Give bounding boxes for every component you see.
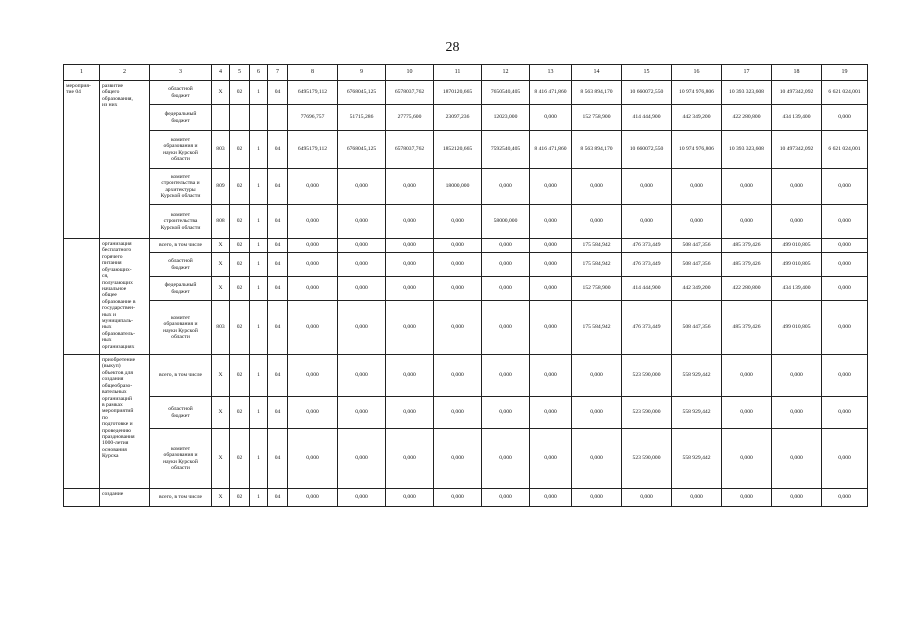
value-cell: 442 349,200 xyxy=(672,105,722,131)
header-row xyxy=(64,65,868,81)
code-cell: 02 xyxy=(230,253,250,277)
value-cell: 0,000 xyxy=(288,205,338,239)
source-cell: федеральный бюджет xyxy=(150,105,212,131)
value-cell: 0,000 xyxy=(482,489,530,507)
value-cell: 476 373,449 xyxy=(622,253,672,277)
value-cell: 0,000 xyxy=(530,489,572,507)
source-cell: комитет строительства Курской области xyxy=(150,205,212,239)
code-cell: 1 xyxy=(250,429,268,489)
value-cell: 0,000 xyxy=(772,355,822,397)
value-cell: 0,000 xyxy=(572,205,622,239)
code-cell: 04 xyxy=(268,489,288,507)
header-cell: 15 xyxy=(622,65,672,81)
value-cell: 523 590,000 xyxy=(622,355,672,397)
code-cell: 1 xyxy=(250,205,268,239)
value-cell: 0,000 xyxy=(572,355,622,397)
value-cell: 6 621 024,001 xyxy=(822,131,868,169)
value-cell: 6495179,112 xyxy=(288,131,338,169)
value-cell: 0,000 xyxy=(482,429,530,489)
code-cell: 04 xyxy=(268,355,288,397)
value-cell: 6495179,112 xyxy=(288,81,338,105)
code-cell: 02 xyxy=(230,205,250,239)
code-cell: 1 xyxy=(250,253,268,277)
code-cell: 808 xyxy=(212,205,230,239)
value-cell: 0,000 xyxy=(772,429,822,489)
code-cell: 02 xyxy=(230,169,250,205)
header-cell: 17 xyxy=(722,65,772,81)
header-cell: 13 xyxy=(530,65,572,81)
value-cell: 0,000 xyxy=(386,429,434,489)
value-cell: 0,000 xyxy=(288,277,338,301)
value-cell: 0,000 xyxy=(386,239,434,253)
value-cell: 0,000 xyxy=(822,105,868,131)
value-cell: 558 929,442 xyxy=(672,397,722,429)
value-cell: 422 280,800 xyxy=(722,277,772,301)
value-cell: 0,000 xyxy=(530,429,572,489)
source-cell: комитет образования и науки Курской области xyxy=(150,301,212,355)
value-cell: 0,000 xyxy=(288,355,338,397)
code-cell: 02 xyxy=(230,239,250,253)
table-row xyxy=(64,105,868,131)
header-cell: 9 xyxy=(338,65,386,81)
table-row xyxy=(64,355,868,397)
table-row xyxy=(64,253,868,277)
value-cell: 7650540,405 xyxy=(482,81,530,105)
value-cell: 175 584,942 xyxy=(572,253,622,277)
value-cell: 0,000 xyxy=(530,105,572,131)
source-cell: областной бюджет xyxy=(150,397,212,429)
value-cell: 0,000 xyxy=(434,239,482,253)
value-cell: 8 416 471,860 xyxy=(530,131,572,169)
code-cell xyxy=(212,105,230,131)
source-cell: комитет строительства и архитектуры Курской области xyxy=(150,169,212,205)
code-cell: 02 xyxy=(230,429,250,489)
measure-cell xyxy=(64,355,100,489)
value-cell: 0,000 xyxy=(288,253,338,277)
code-cell: 04 xyxy=(268,205,288,239)
value-cell: 1870120,665 xyxy=(434,81,482,105)
value-cell: 0,000 xyxy=(434,277,482,301)
code-cell: 02 xyxy=(230,397,250,429)
value-cell: 0,000 xyxy=(386,489,434,507)
value-cell: 12023,000 xyxy=(482,105,530,131)
value-cell: 476 373,449 xyxy=(622,239,672,253)
value-cell: 0,000 xyxy=(434,253,482,277)
header-cell: 5 xyxy=(230,65,250,81)
header-cell: 6 xyxy=(250,65,268,81)
program-cell: приобретение (выкуп) объектов для создания общеобразо- вательных организаций в рамках мероприятий по подготовке и проведению празднования 1000-летия основания Курска xyxy=(100,355,150,489)
value-cell: 0,000 xyxy=(572,429,622,489)
source-cell: комитет образования и науки Курской области xyxy=(150,429,212,489)
value-cell: 0,000 xyxy=(672,489,722,507)
value-cell: 499 010,805 xyxy=(772,239,822,253)
value-cell: 422 280,800 xyxy=(722,105,772,131)
value-cell: 0,000 xyxy=(338,489,386,507)
code-cell: 04 xyxy=(268,81,288,105)
value-cell: 0,000 xyxy=(530,397,572,429)
source-cell: федеральный бюджет xyxy=(150,277,212,301)
value-cell: 523 590,000 xyxy=(622,429,672,489)
value-cell: 0,000 xyxy=(288,489,338,507)
value-cell: 0,000 xyxy=(822,169,868,205)
value-cell: 8 563 894,170 xyxy=(572,131,622,169)
value-cell: 0,000 xyxy=(622,489,672,507)
value-cell: 0,000 xyxy=(772,169,822,205)
source-cell: комитет образования и науки Курской области xyxy=(150,131,212,169)
value-cell: 558 929,442 xyxy=(672,429,722,489)
value-cell: 0,000 xyxy=(338,169,386,205)
code-cell: 803 xyxy=(212,131,230,169)
table-row xyxy=(64,397,868,429)
value-cell: 1852120,665 xyxy=(434,131,482,169)
value-cell: 10 497342,092 xyxy=(772,131,822,169)
code-cell: 1 xyxy=(250,169,268,205)
code-cell: 809 xyxy=(212,169,230,205)
code-cell xyxy=(268,105,288,131)
value-cell: 10 393 323,608 xyxy=(722,131,772,169)
value-cell: 434 139,400 xyxy=(772,105,822,131)
value-cell: 6 621 024,001 xyxy=(822,81,868,105)
code-cell: 1 xyxy=(250,239,268,253)
code-cell: 04 xyxy=(268,301,288,355)
value-cell: 0,000 xyxy=(386,397,434,429)
value-cell: 485 379,426 xyxy=(722,301,772,355)
value-cell: 0,000 xyxy=(722,169,772,205)
value-cell: 508 447,356 xyxy=(672,253,722,277)
value-cell: 0,000 xyxy=(672,169,722,205)
code-cell: 02 xyxy=(230,301,250,355)
value-cell: 0,000 xyxy=(822,253,868,277)
value-cell: 0,000 xyxy=(288,239,338,253)
value-cell: 0,000 xyxy=(482,301,530,355)
code-cell: 04 xyxy=(268,397,288,429)
value-cell: 0,000 xyxy=(482,253,530,277)
code-cell: 02 xyxy=(230,277,250,301)
value-cell: 0,000 xyxy=(672,205,722,239)
code-cell: 04 xyxy=(268,239,288,253)
value-cell: 476 373,449 xyxy=(622,301,672,355)
value-cell: 10 393 323,608 xyxy=(722,81,772,105)
header-cell: 2 xyxy=(100,65,150,81)
header-cell: 11 xyxy=(434,65,482,81)
code-cell: 02 xyxy=(230,131,250,169)
value-cell: 10 974 976,806 xyxy=(672,131,722,169)
source-cell: областной бюджет xyxy=(150,81,212,105)
value-cell: 0,000 xyxy=(386,253,434,277)
code-cell: 803 xyxy=(212,301,230,355)
value-cell: 0,000 xyxy=(822,205,868,239)
value-cell: 10 660072,550 xyxy=(622,131,672,169)
value-cell: 0,000 xyxy=(530,169,572,205)
source-cell: всего, в том числе xyxy=(150,489,212,507)
table-row xyxy=(64,81,868,105)
value-cell: 499 010,805 xyxy=(772,301,822,355)
table-row xyxy=(64,429,868,489)
value-cell: 0,000 xyxy=(434,397,482,429)
table-row xyxy=(64,131,868,169)
header-cell: 10 xyxy=(386,65,434,81)
header-cell: 4 xyxy=(212,65,230,81)
header-cell: 12 xyxy=(482,65,530,81)
code-cell: X xyxy=(212,253,230,277)
program-cell: организация бесплатного горячего питания обучающих- ся, получающих начальное общее образование в государствен- ных и муниципаль- ных образователь- ных организациях xyxy=(100,239,150,355)
value-cell: 10 974 976,806 xyxy=(672,81,722,105)
code-cell: X xyxy=(212,489,230,507)
code-cell xyxy=(250,105,268,131)
value-cell: 7592540,405 xyxy=(482,131,530,169)
header-cell: 14 xyxy=(572,65,622,81)
value-cell: 6768045,125 xyxy=(338,81,386,105)
value-cell: 0,000 xyxy=(386,301,434,355)
value-cell: 0,000 xyxy=(482,397,530,429)
code-cell: 1 xyxy=(250,489,268,507)
value-cell: 558 929,442 xyxy=(672,355,722,397)
value-cell: 0,000 xyxy=(434,205,482,239)
code-cell: 02 xyxy=(230,489,250,507)
value-cell: 0,000 xyxy=(722,205,772,239)
code-cell xyxy=(230,105,250,131)
value-cell: 23097,236 xyxy=(434,105,482,131)
value-cell: 0,000 xyxy=(822,397,868,429)
value-cell: 414 444,900 xyxy=(622,105,672,131)
value-cell: 0,000 xyxy=(482,239,530,253)
code-cell: 02 xyxy=(230,355,250,397)
table-row xyxy=(64,277,868,301)
value-cell: 0,000 xyxy=(572,489,622,507)
header-cell: 18 xyxy=(772,65,822,81)
measure-cell xyxy=(64,489,100,507)
value-cell: 10 660072,550 xyxy=(622,81,672,105)
value-cell: 0,000 xyxy=(338,397,386,429)
code-cell: X xyxy=(212,355,230,397)
value-cell: 8 563 894,170 xyxy=(572,81,622,105)
value-cell: 0,000 xyxy=(530,205,572,239)
value-cell: 499 010,805 xyxy=(772,253,822,277)
value-cell: 0,000 xyxy=(722,397,772,429)
value-cell: 0,000 xyxy=(338,239,386,253)
value-cell: 0,000 xyxy=(434,489,482,507)
value-cell: 0,000 xyxy=(338,205,386,239)
table-row xyxy=(64,239,868,253)
measure-cell: мероприя- тие 04 xyxy=(64,81,100,239)
value-cell: 0,000 xyxy=(288,397,338,429)
value-cell: 152 758,900 xyxy=(572,105,622,131)
value-cell: 434 139,400 xyxy=(772,277,822,301)
value-cell: 442 349,200 xyxy=(672,277,722,301)
value-cell: 152 758,900 xyxy=(572,277,622,301)
code-cell: 02 xyxy=(230,81,250,105)
value-cell: 0,000 xyxy=(386,205,434,239)
budget-table xyxy=(63,64,868,507)
value-cell: 0,000 xyxy=(386,169,434,205)
value-cell: 0,000 xyxy=(530,355,572,397)
value-cell: 414 444,900 xyxy=(622,277,672,301)
value-cell: 6768045,125 xyxy=(338,131,386,169)
value-cell: 0,000 xyxy=(572,397,622,429)
header-cell: 16 xyxy=(672,65,722,81)
value-cell: 0,000 xyxy=(386,355,434,397)
value-cell: 0,000 xyxy=(622,169,672,205)
code-cell: 1 xyxy=(250,131,268,169)
source-cell: областной бюджет xyxy=(150,253,212,277)
table-row xyxy=(64,169,868,205)
value-cell: 0,000 xyxy=(338,301,386,355)
value-cell: 0,000 xyxy=(572,169,622,205)
value-cell: 0,000 xyxy=(338,355,386,397)
value-cell: 58000,000 xyxy=(482,205,530,239)
table-row xyxy=(64,301,868,355)
value-cell: 0,000 xyxy=(822,239,868,253)
table-row xyxy=(64,205,868,239)
value-cell: 0,000 xyxy=(622,205,672,239)
header-cell: 3 xyxy=(150,65,212,81)
value-cell: 0,000 xyxy=(482,355,530,397)
value-cell: 0,000 xyxy=(482,169,530,205)
value-cell: 175 584,942 xyxy=(572,301,622,355)
code-cell: 04 xyxy=(268,131,288,169)
value-cell: 0,000 xyxy=(530,277,572,301)
code-cell: 04 xyxy=(268,429,288,489)
code-cell: 1 xyxy=(250,397,268,429)
value-cell: 0,000 xyxy=(338,253,386,277)
code-cell: X xyxy=(212,277,230,301)
value-cell: 523 590,000 xyxy=(622,397,672,429)
value-cell: 0,000 xyxy=(772,489,822,507)
value-cell: 508 447,356 xyxy=(672,301,722,355)
value-cell: 0,000 xyxy=(530,253,572,277)
value-cell: 175 584,942 xyxy=(572,239,622,253)
value-cell: 18000,000 xyxy=(434,169,482,205)
value-cell: 0,000 xyxy=(530,301,572,355)
value-cell: 27775,600 xyxy=(386,105,434,131)
measure-cell xyxy=(64,239,100,355)
value-cell: 6578037,762 xyxy=(386,131,434,169)
value-cell: 0,000 xyxy=(338,277,386,301)
header-cell: 19 xyxy=(822,65,868,81)
program-cell: развитие общего образования, из них xyxy=(100,81,150,239)
header-cell: 8 xyxy=(288,65,338,81)
value-cell: 51715,286 xyxy=(338,105,386,131)
value-cell: 0,000 xyxy=(822,489,868,507)
value-cell: 0,000 xyxy=(722,489,772,507)
value-cell: 485 379,426 xyxy=(722,253,772,277)
value-cell: 0,000 xyxy=(338,429,386,489)
value-cell: 10 497342,092 xyxy=(772,81,822,105)
value-cell: 77696,757 xyxy=(288,105,338,131)
code-cell: X xyxy=(212,81,230,105)
value-cell: 0,000 xyxy=(822,301,868,355)
header-cell: 1 xyxy=(64,65,100,81)
code-cell: X xyxy=(212,397,230,429)
code-cell: 04 xyxy=(268,277,288,301)
code-cell: 04 xyxy=(268,253,288,277)
code-cell: 1 xyxy=(250,355,268,397)
source-cell: всего, в том числе xyxy=(150,239,212,253)
value-cell: 0,000 xyxy=(722,429,772,489)
value-cell: 0,000 xyxy=(530,239,572,253)
code-cell: 1 xyxy=(250,81,268,105)
value-cell: 8 416 471,860 xyxy=(530,81,572,105)
value-cell: 0,000 xyxy=(822,429,868,489)
value-cell: 0,000 xyxy=(722,355,772,397)
value-cell: 0,000 xyxy=(482,277,530,301)
table-row xyxy=(64,489,868,507)
value-cell: 0,000 xyxy=(772,397,822,429)
code-cell: X xyxy=(212,239,230,253)
value-cell: 0,000 xyxy=(288,301,338,355)
value-cell: 0,000 xyxy=(434,355,482,397)
value-cell: 0,000 xyxy=(772,205,822,239)
code-cell: 04 xyxy=(268,169,288,205)
value-cell: 0,000 xyxy=(434,301,482,355)
value-cell: 0,000 xyxy=(822,355,868,397)
code-cell: 1 xyxy=(250,277,268,301)
value-cell: 0,000 xyxy=(386,277,434,301)
code-cell: X xyxy=(212,429,230,489)
header-cell: 7 xyxy=(268,65,288,81)
program-cell: создание xyxy=(100,489,150,507)
value-cell: 508 447,356 xyxy=(672,239,722,253)
source-cell: всего, в том числе xyxy=(150,355,212,397)
value-cell: 485 379,426 xyxy=(722,239,772,253)
value-cell: 6578037,762 xyxy=(386,81,434,105)
code-cell: 1 xyxy=(250,301,268,355)
value-cell: 0,000 xyxy=(288,429,338,489)
page-number: 28 xyxy=(445,40,460,55)
value-cell: 0,000 xyxy=(822,277,868,301)
value-cell: 0,000 xyxy=(434,429,482,489)
value-cell: 0,000 xyxy=(288,169,338,205)
